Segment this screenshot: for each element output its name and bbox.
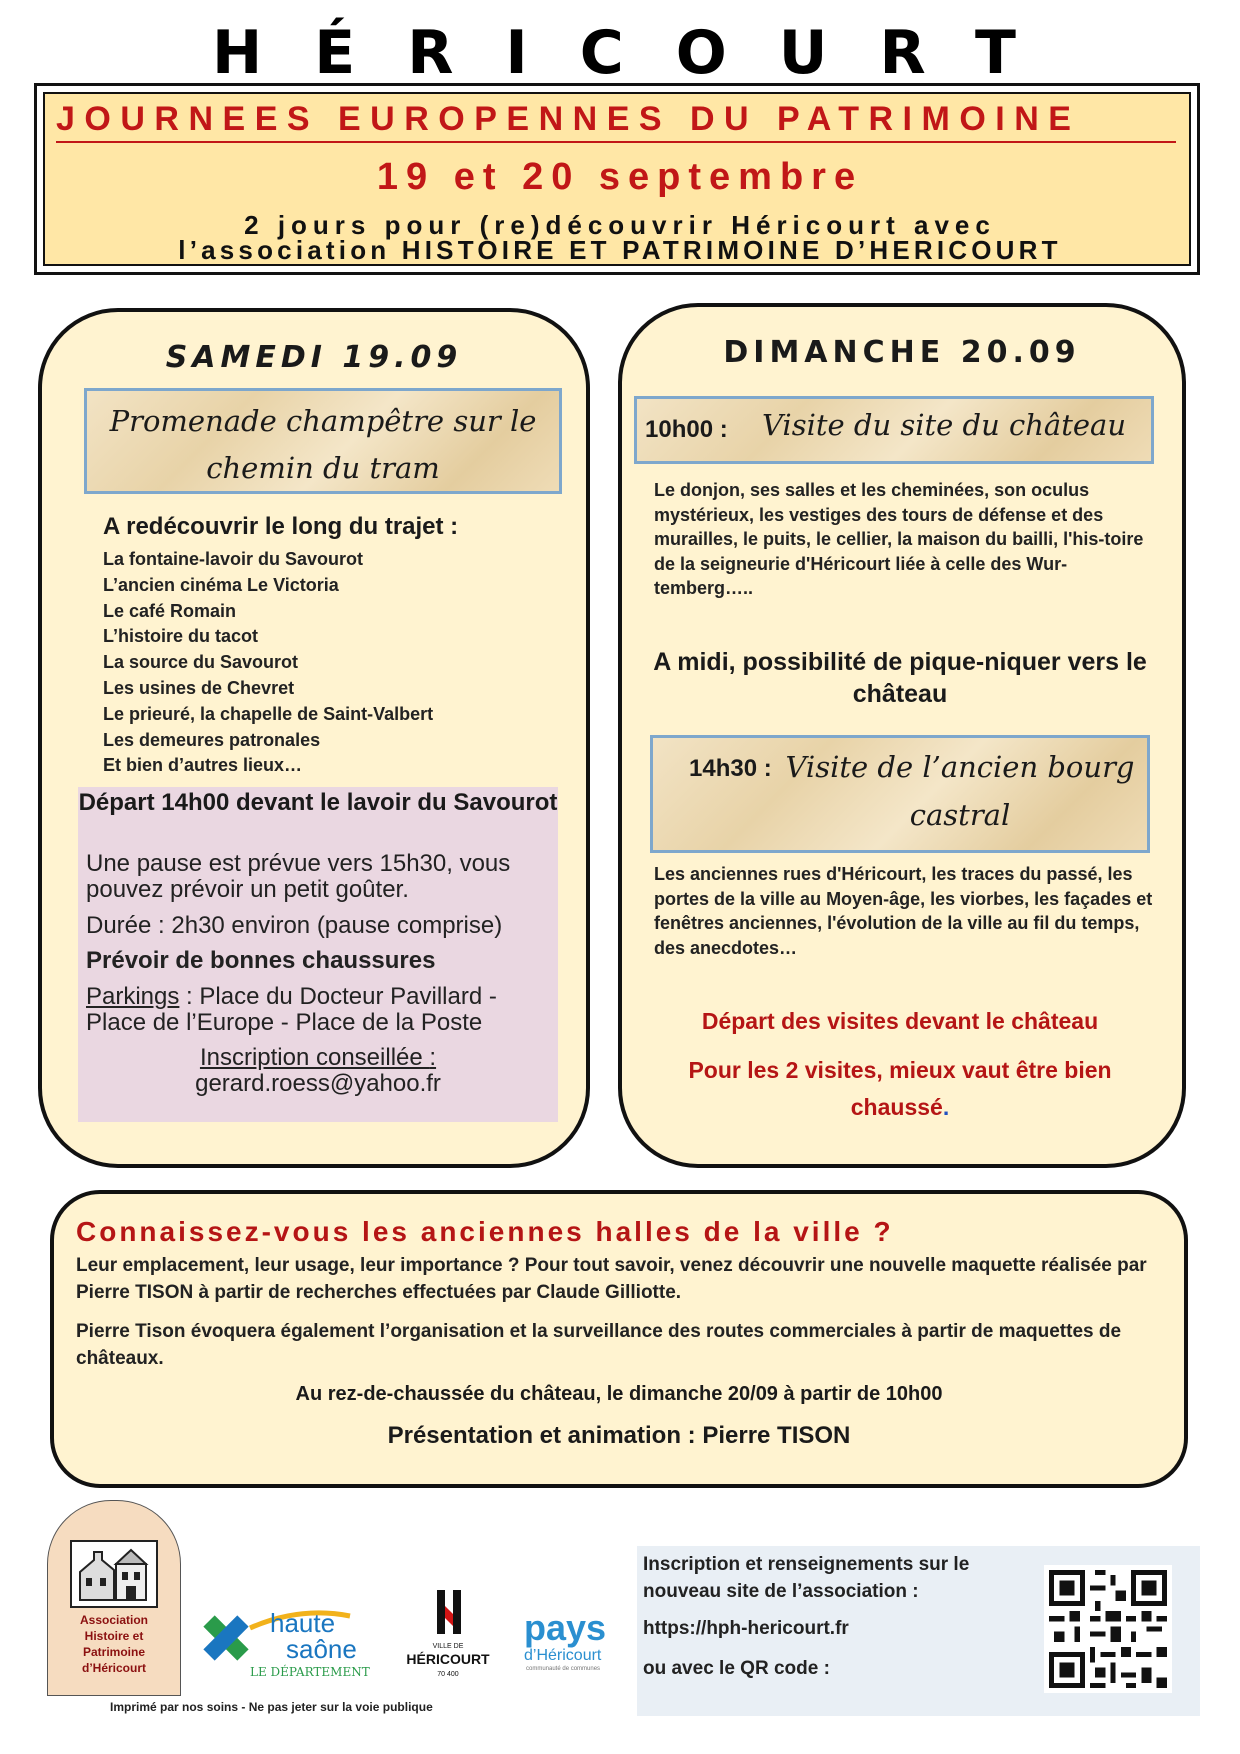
- dept-logo-subtitle: LE DÉPARTEMENT: [250, 1665, 370, 1679]
- sunday-title: DIMANCHE 20.09: [723, 335, 1081, 370]
- route-item: La source du Savourot: [103, 652, 299, 673]
- promenade-title: Promenade champêtre sur le chemin du tram: [109, 404, 537, 485]
- parking-places: : Place du Docteur Pavillard - Place de l’Europe - Place de la Poste: [86, 983, 497, 1036]
- inscription-email[interactable]: gerard.roess@yahoo.fr: [195, 1070, 441, 1097]
- ville-hericourt-logo: [406, 1586, 490, 1682]
- ville-logo-code: 70 400: [437, 1671, 459, 1678]
- qr-code-label: ou avec le QR code :: [643, 1658, 830, 1679]
- ville-logo-small: VILLE DE: [432, 1643, 464, 1650]
- parking-text: [86, 984, 556, 1036]
- route-item: La fontaine-lavoir du Savourot: [103, 549, 364, 569]
- printed-note: Imprimé par nos soins - Ne pas jeter sur la voie publique: [110, 1700, 433, 1714]
- route-item: Le prieuré, la chapelle de Saint-Valbert: [103, 703, 434, 724]
- inscription-label: [78, 1045, 558, 1071]
- halles-presenter: Présentation et animation : Pierre TISON: [387, 1422, 851, 1449]
- event-dates: 19 et 20 septembre: [376, 156, 864, 198]
- event-tagline-line1: 2 jours pour (re)découvrir Héricourt avec: [244, 210, 996, 240]
- halles-title: Connaissez-vous les anciennes halles de la ville ?: [76, 1216, 894, 1247]
- dept-logo-text-saone: saône: [286, 1634, 357, 1664]
- route-item: Le café Romain: [103, 600, 237, 621]
- association-name: [47, 1612, 181, 1676]
- picnic-text: A midi, possibilité de pique-niquer vers le château: [653, 648, 1147, 708]
- association-name-line: Patrimoine: [82, 1645, 145, 1659]
- castle-visit-title: Visite du site du château: [762, 408, 1127, 442]
- route-item: Les demeures patronales: [103, 729, 321, 750]
- inscription-label-text: Inscription conseillée: [199, 1044, 430, 1071]
- association-name-line: d’Héricourt: [81, 1661, 146, 1675]
- halles-paragraph-2: Pierre Tison évoquera également l’organisation et la surveillance des routes commerciales à partir de maquettes de châteaux.: [76, 1321, 1122, 1369]
- pause-text: Une pause est prévue vers 15h30, vous pouvez prévoir un petit goûter.: [86, 850, 511, 903]
- dept-logo-text-haute: haute: [270, 1608, 336, 1638]
- sunday-shoes-note: [640, 1052, 1160, 1126]
- duration-text: Durée : 2h30 environ (pause comprise): [86, 912, 503, 939]
- event-tagline-line2: l’association HISTOIRE ET PATRIMOINE D’HERICOURT: [178, 235, 1062, 265]
- association-castle-icon: [70, 1540, 158, 1608]
- halles-paragraph-1: Leur emplacement, leur usage, leur importance ? Pour tout savoir, venez découvrir une nouvelle maquette réalisée par Pierre TISON à partir de recherches effectuées par Claude Gilliotte.: [76, 1255, 1147, 1303]
- pays-hericourt-logo: [522, 1606, 630, 1676]
- shoes-text: Prévoir de bonnes chaussures: [86, 947, 436, 974]
- castle-visit-time: 10h00 :: [645, 416, 728, 443]
- route-item: L’ancien cinéma Le Victoria: [103, 574, 339, 595]
- saturday-title: SAMEDI 19.09: [165, 340, 463, 375]
- bourg-visit-time: 14h30 :: [689, 755, 772, 782]
- association-name-line: Association: [79, 1613, 148, 1627]
- route-item: Et bien d’autres lieux…: [103, 755, 303, 776]
- pays-logo-sub: d’Héricourt: [524, 1647, 602, 1664]
- page-title: HÉRICOURT: [212, 18, 1068, 88]
- inscription-colon: :: [429, 1044, 437, 1071]
- bourg-visit-description: Les anciennes rues d'Héricourt, les traces du passé, les portes de la ville au Moyen-âge, les viorbes, les façades et fenêtres anciennes, l'évolution de la ville au fil du temps, des anecdotes…: [654, 864, 1153, 958]
- sunday-shoes-text: Pour les 2 visites, mieux vaut être bien chaussé: [688, 1057, 1112, 1120]
- route-heading: A redécouvrir le long du trajet :: [103, 513, 459, 540]
- parking-label: Parkings: [86, 983, 180, 1010]
- bourg-visit-title: Visite de l’ancien bourg castral: [785, 750, 1135, 832]
- ville-logo-name: HÉRICOURT: [406, 1651, 490, 1667]
- qr-code-icon[interactable]: [1044, 1565, 1172, 1693]
- route-item: Les usines de Chevret: [103, 677, 295, 698]
- halles-location: Au rez-de-chaussée du château, le dimanche 20/09 à partir de 10h00: [295, 1383, 943, 1405]
- registration-info-text: Inscription et renseignements sur le nouveau site de l’association :: [643, 1554, 970, 1602]
- sunday-shoes-dot: .: [942, 1094, 950, 1120]
- association-website-link[interactable]: https://hph-hericourt.fr: [643, 1618, 849, 1639]
- pays-logo-main: pays: [524, 1607, 607, 1648]
- sunday-departure: Départ des visites devant le château: [701, 1008, 1099, 1034]
- route-list: [103, 547, 433, 779]
- castle-visit-description: Le donjon, ses salles et les cheminées, son oculus mystérieux, les vestiges des tours de défense et des murailles, le puits, le cellier, la maison du bailli, l'his-toire de la seigneurie d'Héricourt liée à celle des Wur-temberg…..: [654, 480, 1144, 598]
- route-item: L’histoire du tacot: [103, 626, 259, 647]
- event-name: JOURNEES EUROPENNES DU PATRIMOINE: [56, 100, 1176, 143]
- pays-logo-small: communauté de communes: [526, 1666, 601, 1672]
- association-name-line: Histoire et: [84, 1629, 144, 1643]
- saturday-departure: Départ 14h00 devant le lavoir du Savourot: [78, 789, 558, 816]
- haute-saone-department-logo: [190, 1598, 375, 1680]
